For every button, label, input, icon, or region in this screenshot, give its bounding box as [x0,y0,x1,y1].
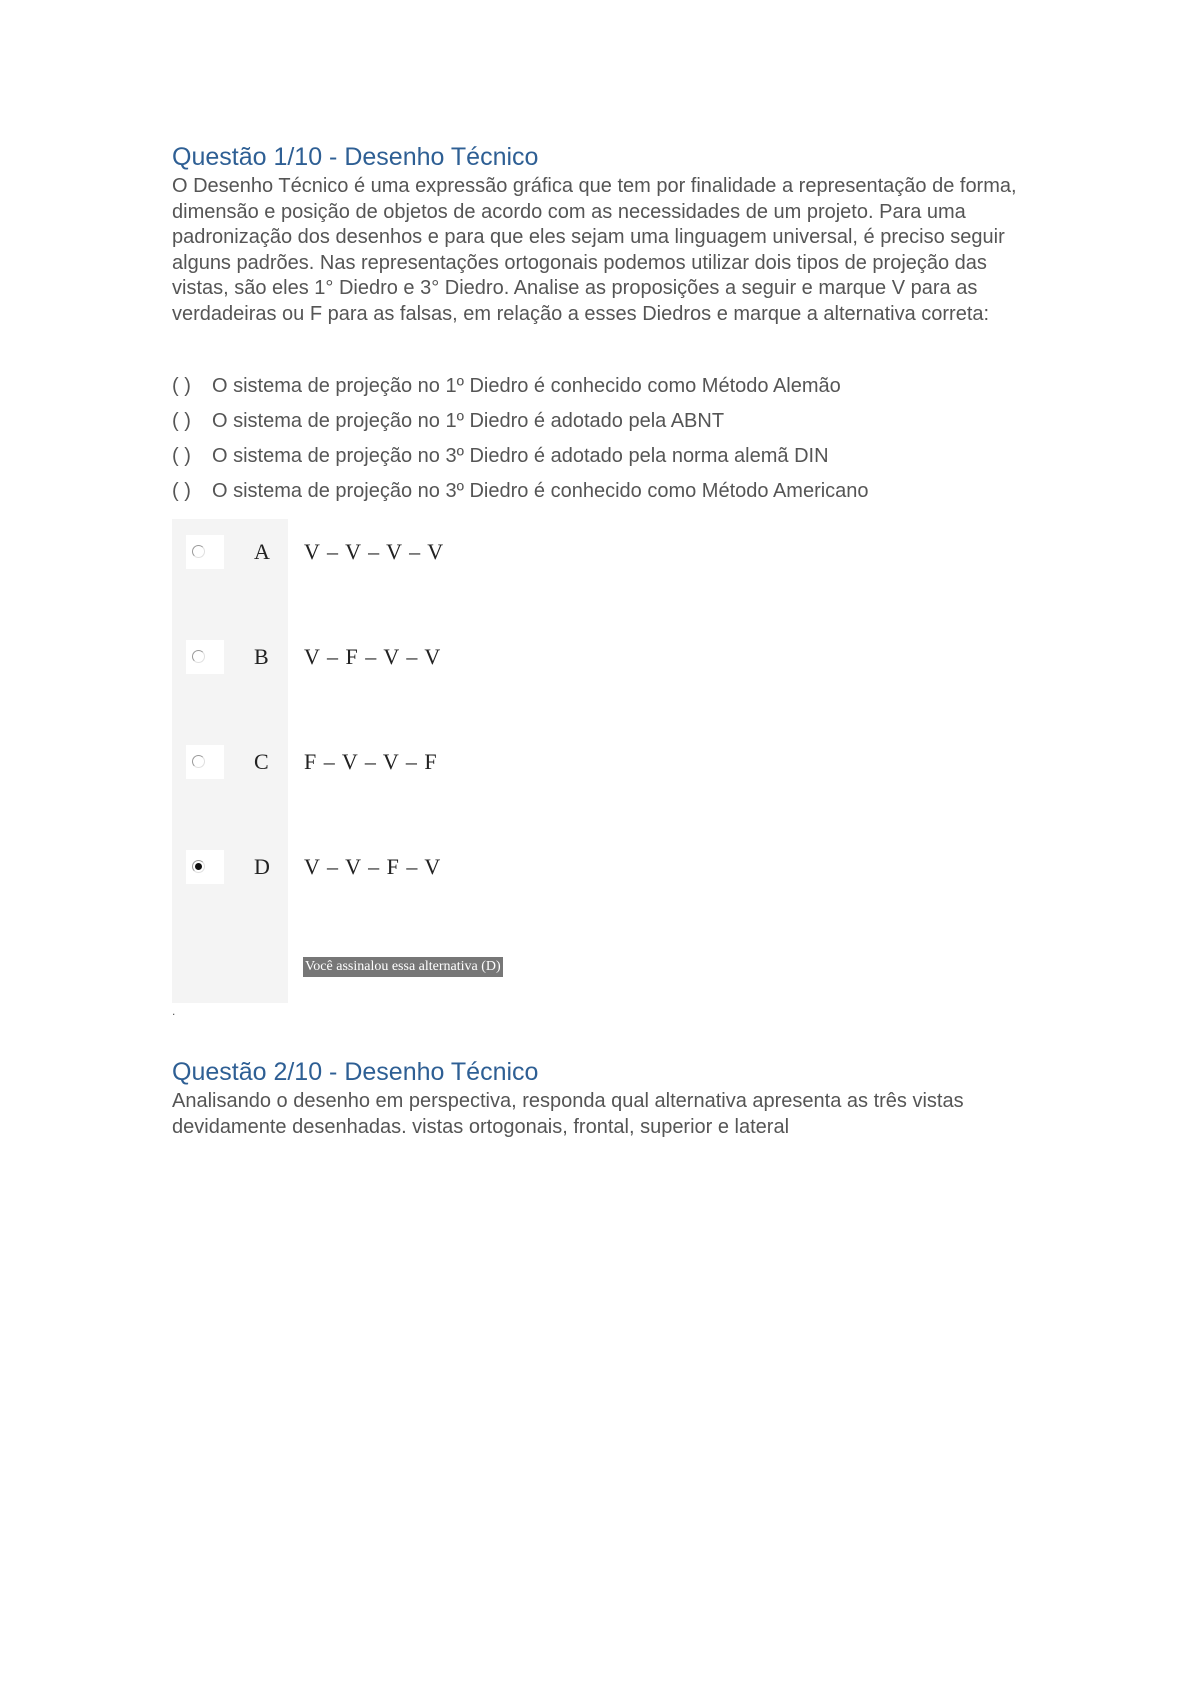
question-1-text: O Desenho Técnico é uma expressão gráfica que tem por finalidade a representação de forma, dimensão e posição de objetos de acordo com as necessidades de um projeto. Para uma padronização dos desenhos e para que eles sejam uma linguagem universal, é preciso seguir alguns padrões. Nas representações ortogonais podemos utilizar dois tipos de projeção das vistas, são eles 1° Diedro e 3° Diedro. Analise as proposições a seguir e marque V para as verdadeiras ou F para as falsas, em relação a esses Diedros e marque a alternativa correta: [172,175,1017,325]
answer-text: F – V – V – F [304,749,438,774]
radio-button-d[interactable] [192,860,205,873]
proposition-text: O sistema de projeção no 1º Diedro é conhecido como Método Alemão [212,375,841,397]
proposition-blank: ( ) [172,375,191,397]
proposition-text: O sistema de projeção no 1º Diedro é adotado pela ABNT [212,410,725,432]
proposition-text: O sistema de projeção no 3º Diedro é conhecido como Método Americano [212,480,869,502]
radio-container [186,640,224,674]
radio-container [186,535,224,569]
answer-option-c[interactable] [172,745,772,785]
answer-letter: D [254,854,270,879]
proposition-blank: ( ) [172,410,191,432]
answer-letter: A [254,539,270,564]
proposition-blank: ( ) [172,445,191,467]
proposition-blank: ( ) [172,480,191,502]
proposition-text: O sistema de projeção no 3º Diedro é adotado pela norma alemã DIN [212,445,829,467]
radio-button-b[interactable] [192,650,205,663]
question-2-title: Questão 2/10 - Desenho Técnico [172,1058,539,1086]
proposition-item [172,474,1032,509]
propositions-list [172,369,1032,509]
question-1-title: Questão 1/10 - Desenho Técnico [172,143,539,171]
proposition-item [172,439,1032,474]
radio-button-c[interactable] [192,755,205,768]
question-2 [172,1055,1032,1140]
answer-option-b[interactable] [172,640,772,680]
answer-text: V – V – V – V [304,539,445,564]
page-content [172,140,1032,1140]
proposition-item [172,404,1032,439]
answer-text: V – V – F – V [304,854,442,879]
answer-text: V – F – V – V [304,644,442,669]
radio-button-a[interactable] [192,545,205,558]
selected-answer-note: Você assinalou essa alternativa (D) [303,957,503,977]
answer-letter: B [254,644,269,669]
proposition-item [172,369,1032,404]
question-2-text: Analisando o desenho em perspectiva, responda qual alternativa apresenta as três vistas devidamente desenhadas. vistas ortogonais, frontal, superior e lateral [172,1090,964,1138]
answer-letter: C [254,749,269,774]
radio-container [186,745,224,779]
separator-dot: . [172,1004,176,1018]
answer-option-a[interactable] [172,535,772,575]
radio-selected-dot [195,863,202,870]
answer-option-d[interactable] [172,850,772,890]
answer-options [172,519,1032,1003]
radio-container [186,850,224,884]
